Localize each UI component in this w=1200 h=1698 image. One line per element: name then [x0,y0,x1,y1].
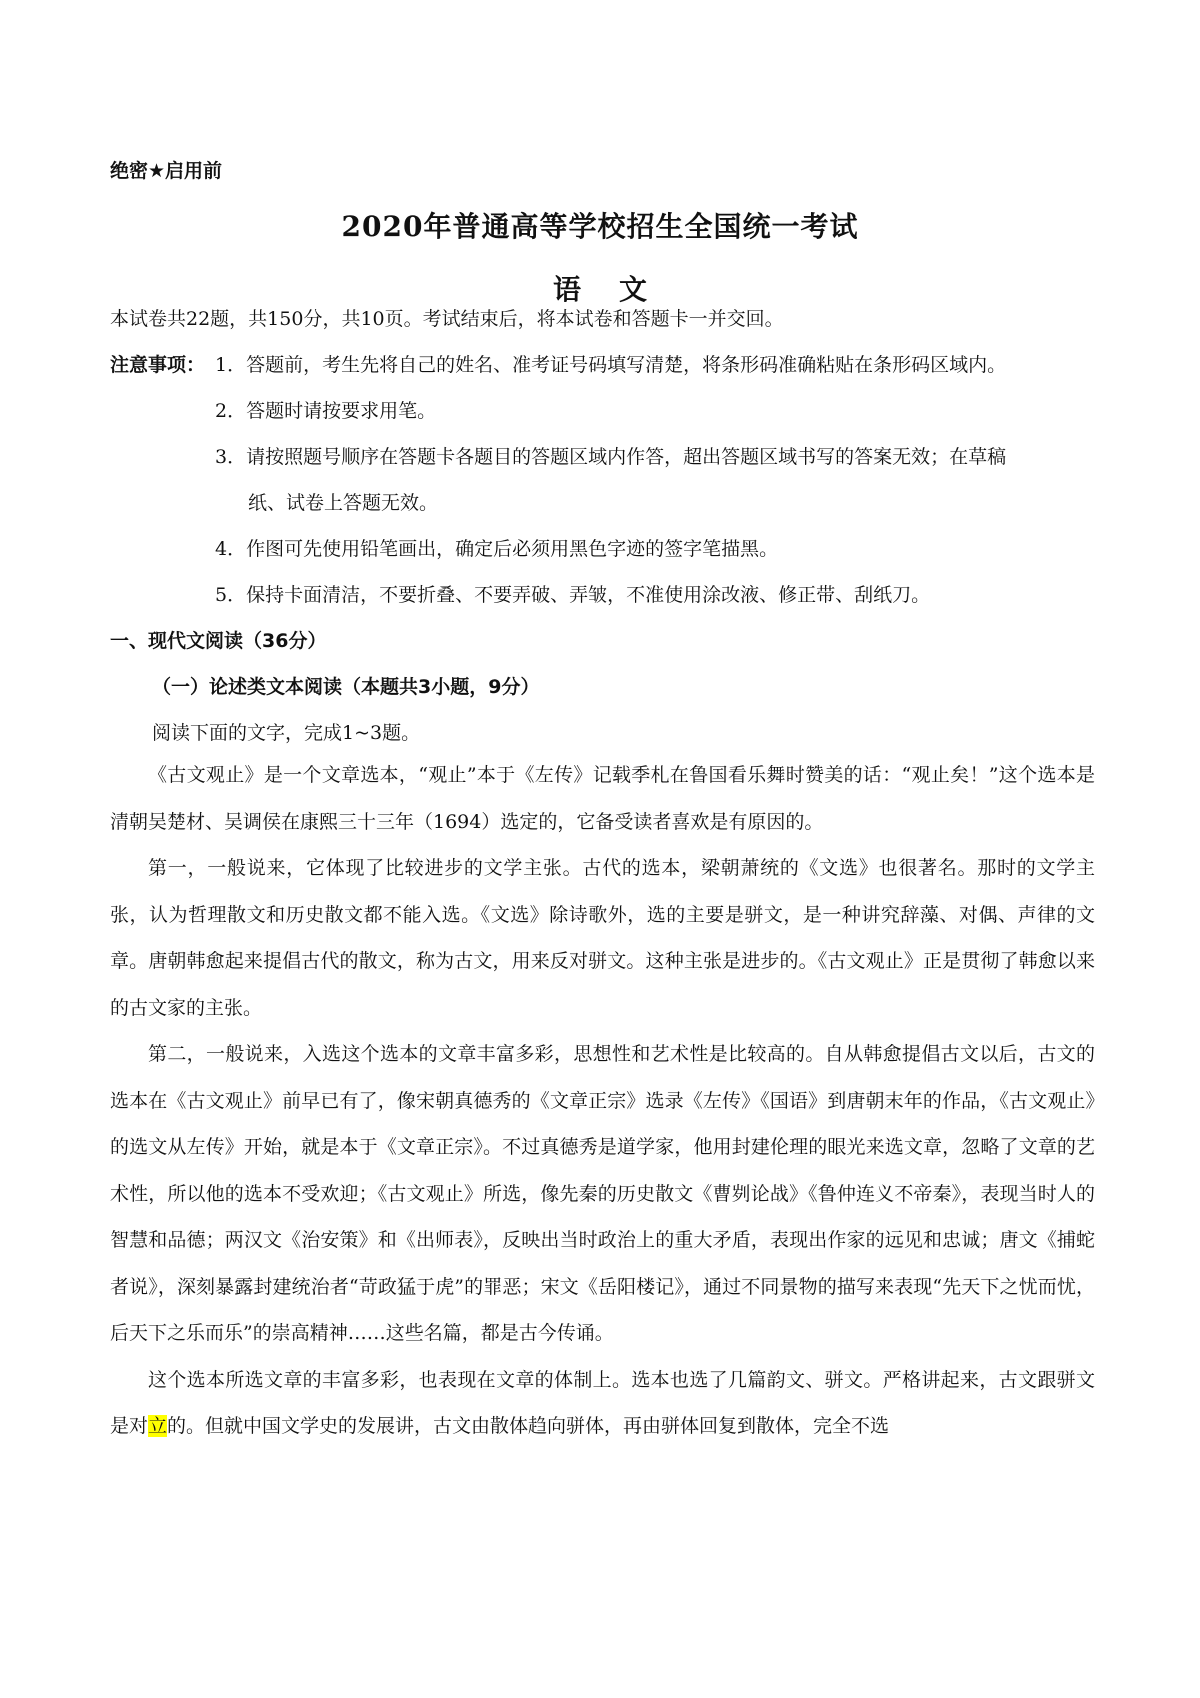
notes-item: 1．答题前，考生先将自己的姓名、准考证号码填写清楚，将条形码准确粘贴在条形码区域内。 [215,354,1007,376]
passage-paragraph: 《古文观止》是一个文章选本，“观止”本于《左传》记载季札在鲁国看乐舞时赞美的话：“观止矣！”这个选本是清朝吴楚材、吴调侯在康熙三十三年（1694）选定的，它备受读者喜欢是有原因的。 [110,764,1095,833]
subject-title: 语文 [552,273,685,306]
highlighted-character: 立 [148,1415,168,1437]
section-subheading: （一）论述类文本阅读（本题共3小题，9分） [152,676,540,698]
notes-item: 纸、试卷上答题无效。 [248,492,439,514]
passage-paragraph: 第二，一般说来，入选这个选本的文章丰富多彩，思想性和艺术性是比较高的。自从韩愈提倡古文以后，古文的选本在《古文观止》前早已有了，像宋朝真德秀的《文章正宗》选录《左传》《国语》到唐朝末年的作品，《古文观止》的选文从左传》开始，就是本于《文章正宗》。不过真德秀是道学家，他用封建伦理的眼光来选文章，忽略了文章的艺术性，所以他的选本不受欢迎；《古文观止》所选，像先秦的历史散文《曹刿论战》《鲁仲连义不帝秦》，表现当时人的智慧和品德；两汉文《治安策》和《出师表》，反映出当时政治上的重大矛盾，表现出作家的远见和忠诚；唐文《捕蛇者说》，深刻暴露封建统治者“苛政猛于虎”的罪恶；宋文《岳阳楼记》，通过不同景物的描写来表现“先天下之忧而忧，后天下之乐而乐”的崇高精神……这些名篇，都是古今传诵。 [110,1043,1095,1344]
passage-paragraph: 第一，一般说来，它体现了比较进步的文学主张。古代的选本，梁朝萧统的《文选》也很著名。那时的文学主张，认为哲理散文和历史散文都不能入选。《文选》除诗歌外，选的主要是骈文，是一种讲究辞藻、对偶、声律的文章。唐朝韩愈起来提倡古代的散文，称为古文，用来反对骈文。这种主张是进步的。《古文观止》正是贯彻了韩愈以来的古文家的主张。 [110,857,1095,1019]
passage-text: 的。但就中国文学史的发展讲，古文由散体趋向骈体，再由骈体回复到散体，完全不选 [167,1415,890,1437]
notes-item: 2．答题时请按要求用笔。 [215,400,437,422]
secret-label: 绝密★启用前 [110,160,223,182]
notes-item: 4．作图可先使用铅笔画出，确定后必须用黑色字迹的签字笔描黑。 [215,538,779,560]
exam-title: 2020年普通高等学校招生全国统一考试 [341,210,859,243]
passage-paragraph [110,1357,1095,1450]
notes-label: 注意事项： [110,354,206,376]
reading-instruction: 阅读下面的文字，完成1~3题。 [152,722,421,744]
passage-text: 这个选本所选文章的丰富多彩，也表现在文章的体制上。选本也选了几篇韵文、骈文。严格讲起来，古文跟骈文是对 [110,1368,1095,1437]
passage [110,752,1095,1450]
notes-item: 3．请按照题号顺序在答题卡各题目的答题区域内作答，超出答题区域书写的答案无效；在草稿 [215,446,1007,468]
section-heading: 一、现代文阅读（36分） [110,630,327,652]
intro-text: 本试卷共22题，共150分，共10页。考试结束后，将本试卷和答题卡一并交回。 [110,308,784,330]
notes-item: 5．保持卡面清洁，不要折叠、不要弄破、弄皱，不准使用涂改液、修正带、刮纸刀。 [215,584,931,606]
